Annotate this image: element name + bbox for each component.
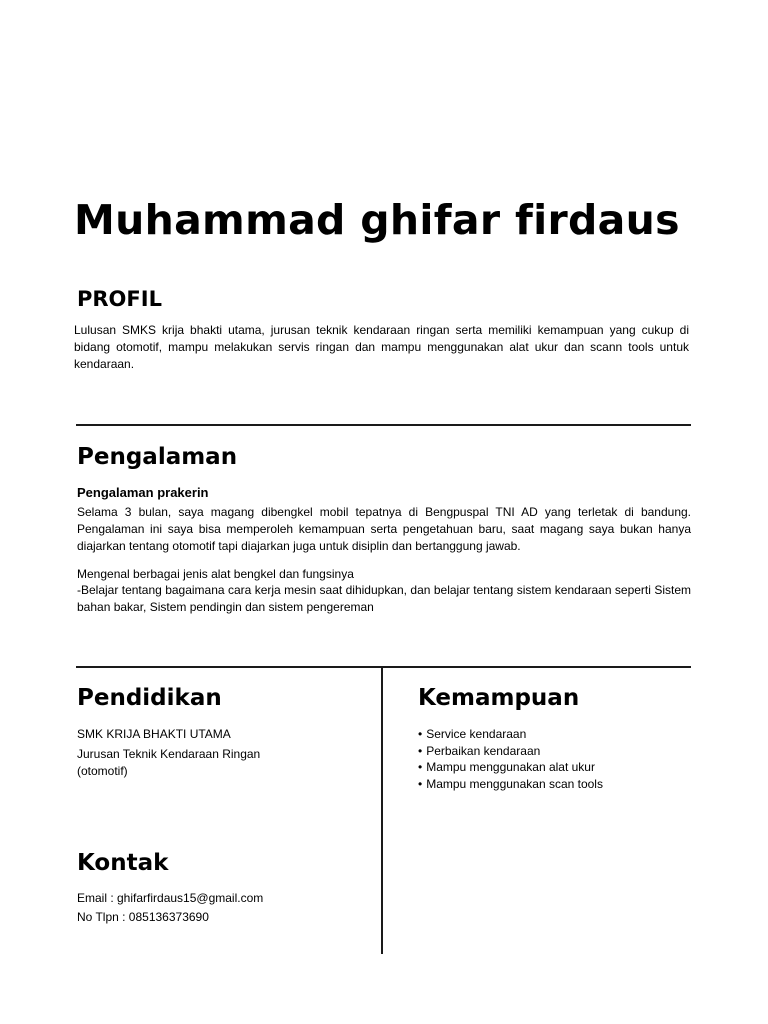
major-line-1: Jurusan Teknik Kendaraan Ringan xyxy=(77,747,261,761)
pengalaman-paragraph-2-line-1: Mengenal berbagai jenis alat bengkel dan fungsinya xyxy=(77,567,354,581)
section-divider xyxy=(76,424,691,426)
pendidikan-heading: Pendidikan xyxy=(77,685,222,711)
pengalaman-heading: Pengalaman xyxy=(77,444,238,470)
column-divider xyxy=(381,668,383,954)
list-item: • Mampu menggunakan alat ukur xyxy=(418,759,603,776)
section-divider xyxy=(76,666,691,668)
list-item: • Perbaikan kendaraan xyxy=(418,743,603,760)
pengalaman-subheading: Pengalaman prakerin xyxy=(77,485,209,500)
list-item: • Mampu menggunakan scan tools xyxy=(418,776,603,793)
profil-text: Lulusan SMKS krija bhakti utama, jurusan teknik kendaraan ringan serta memiliki kemampuan yang cukup di bidang otomotif, mampu melakukan servis ringan dan mampu menggunakan alat ukur dan scann tools untuk kendaraan. xyxy=(74,323,689,371)
major-line-2: (otomotif) xyxy=(77,764,128,778)
pengalaman-paragraph-2: -Belajar tentang bagaimana cara kerja mesin saat dihidupkan, dan belajar tentang sistem kendaraan seperti Sistem bahan bakar, Sistem pendingin dan sistem pengereman xyxy=(77,583,691,614)
skills-list xyxy=(418,726,603,792)
list-item: • Service kendaraan xyxy=(418,726,603,743)
person-name: Muhammad ghifar firdaus xyxy=(74,196,680,244)
contact-phone: No Tlpn : 085136373690 xyxy=(77,910,209,924)
kontak-heading: Kontak xyxy=(77,850,169,876)
contact-email: Email : ghifarfirdaus15@gmail.com xyxy=(77,891,264,905)
pengalaman-paragraph-1: Selama 3 bulan, saya magang dibengkel mobil tepatnya di Bengpuspal TNI AD yang terletak di bandung. Pengalaman ini saya bisa memperoleh kemampuan serta pengetahuan baru, saat magang saya bukan hanya diajarkan tentang otomotif tapi diajarkan juga untuk disiplin dan bertanggung jawab. xyxy=(77,505,691,553)
school-name: SMK KRIJA BHAKTI UTAMA xyxy=(77,727,231,741)
kemampuan-heading: Kemampuan xyxy=(418,685,580,711)
profil-heading: PROFIL xyxy=(77,287,162,311)
